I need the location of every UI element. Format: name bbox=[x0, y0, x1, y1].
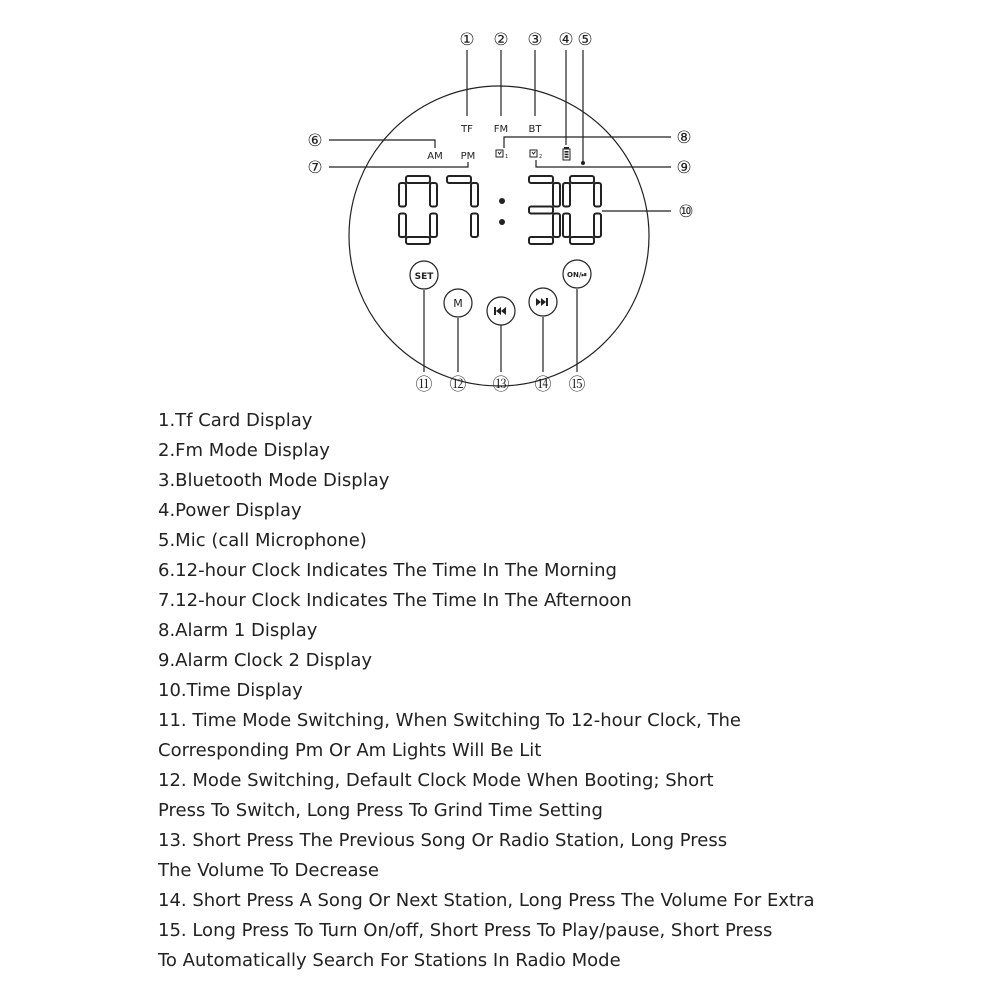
legend-line: 10.Time Display bbox=[158, 680, 303, 701]
digit-segment bbox=[447, 176, 471, 183]
am-indicator: AM bbox=[427, 151, 443, 162]
fm-indicator: FM bbox=[493, 124, 509, 135]
time-digit bbox=[563, 176, 601, 244]
leader-line-8 bbox=[504, 137, 671, 148]
callout-8: ⑧ bbox=[676, 128, 692, 148]
clock-diagram bbox=[0, 0, 1000, 400]
legend-line: 1.Tf Card Display bbox=[158, 410, 313, 431]
time-digit bbox=[529, 176, 560, 244]
on-play-button[interactable]: ON/⏯ bbox=[567, 271, 587, 279]
digit-segment bbox=[570, 176, 594, 183]
legend-line: To Automatically Search For Stations In Radio Mode bbox=[158, 950, 621, 971]
set-button[interactable]: SET bbox=[414, 272, 434, 282]
callout-6: ⑥ bbox=[307, 131, 323, 151]
mic-icon bbox=[581, 161, 585, 165]
svg-text:2: 2 bbox=[539, 154, 543, 160]
legend-list bbox=[158, 406, 958, 976]
callout-2: ② bbox=[493, 30, 509, 50]
time-digit bbox=[447, 176, 478, 237]
digit-segment bbox=[471, 214, 478, 238]
digit-segment bbox=[529, 207, 553, 214]
legend-line: 4.Power Display bbox=[158, 500, 302, 521]
callout-11: ⑪ bbox=[415, 375, 433, 395]
legend-line: 5.Mic (call Microphone) bbox=[158, 530, 367, 551]
digit-segment bbox=[553, 183, 560, 207]
digit-segment bbox=[529, 237, 553, 244]
callout-7: ⑦ bbox=[307, 158, 323, 178]
tf-indicator: TF bbox=[461, 124, 473, 135]
digit-segment bbox=[594, 214, 601, 238]
digit-segment bbox=[529, 176, 553, 183]
time-colon bbox=[499, 219, 505, 225]
callout-3: ③ bbox=[527, 30, 543, 50]
legend-line: 7.12-hour Clock Indicates The Time In The Afternoon bbox=[158, 590, 632, 611]
legend-line: 11. Time Mode Switching, When Switching To 12-hour Clock, The bbox=[158, 710, 741, 731]
callout-9: ⑨ bbox=[676, 158, 692, 178]
digit-segment bbox=[430, 183, 437, 207]
legend-line: 2.Fm Mode Display bbox=[158, 440, 330, 461]
callout-5: ⑤ bbox=[577, 30, 593, 50]
bt-indicator: BT bbox=[528, 124, 542, 135]
callout-14: ⑭ bbox=[534, 375, 552, 395]
legend-line: 6.12-hour Clock Indicates The Time In The Morning bbox=[158, 560, 617, 581]
time-colon bbox=[499, 198, 505, 204]
leader-line-7 bbox=[329, 162, 468, 167]
alarm-1-icon bbox=[496, 150, 508, 160]
digit-segment bbox=[430, 214, 437, 238]
legend-line: 15. Long Press To Turn On/off, Short Press To Play/pause, Short Press bbox=[158, 920, 773, 941]
legend-line: 9.Alarm Clock 2 Display bbox=[158, 650, 373, 671]
digit-segment bbox=[563, 183, 570, 207]
digit-segment bbox=[563, 214, 570, 238]
digit-segment bbox=[570, 237, 594, 244]
callout-1: ① bbox=[459, 30, 475, 50]
time-display bbox=[399, 176, 601, 244]
alarm-2-icon bbox=[530, 150, 542, 160]
next-icon[interactable] bbox=[536, 298, 548, 306]
callout-12: ⑫ bbox=[449, 375, 467, 395]
digit-segment bbox=[399, 214, 406, 238]
legend-line: 3.Bluetooth Mode Display bbox=[158, 470, 390, 491]
legend-line: Corresponding Pm Or Am Lights Will Be Lit bbox=[158, 740, 542, 761]
digit-segment bbox=[406, 176, 430, 183]
callout-10: ⑩ bbox=[678, 202, 694, 222]
callout-4: ④ bbox=[558, 30, 574, 50]
callout-13: ⑬ bbox=[492, 375, 510, 395]
pm-indicator: PM bbox=[460, 151, 476, 162]
mode-button[interactable]: M bbox=[453, 297, 463, 310]
legend-line: 14. Short Press A Song Or Next Station, Long Press The Volume For Extra bbox=[158, 890, 815, 911]
leader-line-9 bbox=[536, 160, 671, 167]
digit-segment bbox=[594, 183, 601, 207]
svg-text:1: 1 bbox=[505, 154, 509, 160]
digit-segment bbox=[406, 237, 430, 244]
digit-segment bbox=[553, 214, 560, 238]
battery-icon bbox=[563, 147, 570, 160]
digit-segment bbox=[471, 183, 478, 207]
previous-icon[interactable] bbox=[494, 307, 506, 315]
legend-line: 13. Short Press The Previous Song Or Radio Station, Long Press bbox=[158, 830, 728, 851]
legend-line: 12. Mode Switching, Default Clock Mode When Booting; Short bbox=[158, 770, 714, 791]
legend-line: Press To Switch, Long Press To Grind Time Setting bbox=[158, 800, 603, 821]
digit-segment bbox=[399, 183, 406, 207]
legend-line: 8.Alarm 1 Display bbox=[158, 620, 318, 641]
legend-line: The Volume To Decrease bbox=[158, 860, 379, 881]
time-digit bbox=[399, 176, 437, 244]
callout-15: ⑮ bbox=[568, 375, 586, 395]
